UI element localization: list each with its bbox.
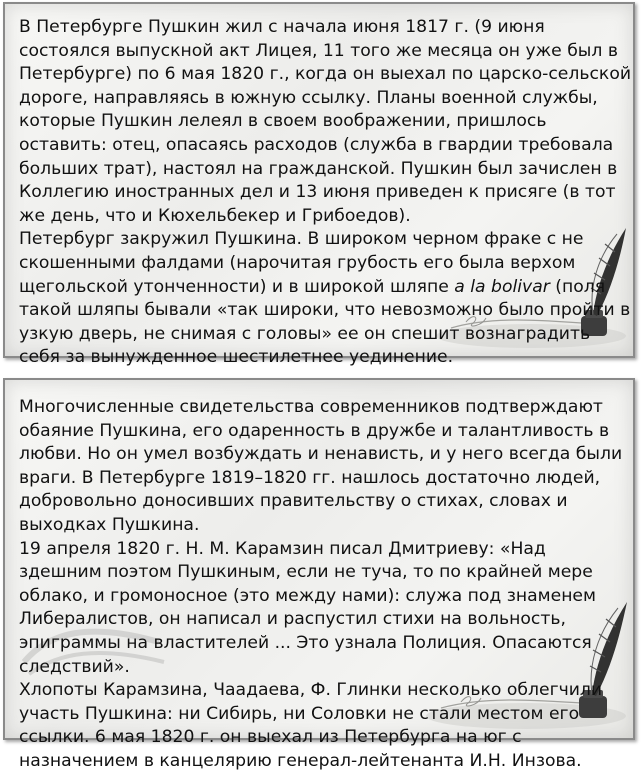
- card1-paragraph-2-start: Петербург закружил Пушкина. В широком черном фраке с не скошенными фалдами (нарочитая грубость его была верхом щегольской утонченности) и в широкой шляпе: [19, 229, 584, 297]
- card1-paragraph-1: В Петербурге Пушкин жил с начала июня 1817 г. (9 июня состоялся выпускной акт Лицея, 11 того же месяца он уже был в Петербурге) по 6 мая 1820 г., когда он выехал по царско-сельской дороге, направляясь в южную ссылку. Планы военной службы, которые Пушкин лелеял в своем воображении, пришлось оставить: отец, опасаясь расходов (служба в гвардии требовала больших трат), настоял на гражданской. Пушкин был зачислен в Коллегию иностранных дел и 13 июня приведен к присяге (в тот же день, что и Кюхельбекер и Грибоедов).: [19, 17, 632, 226]
- text-card-2: [3, 378, 635, 771]
- card1-paragraph-2-italic: a la bolivar: [454, 276, 550, 297]
- text-card-1: [3, 2, 635, 368]
- card2-paragraph-3: Хлопоты Карамзина, Чаадаева, Ф. Глинки несколько облегчили участь Пушкина: ни Сибирь, ни Соловки не стали местом его ссылки. 6 мая 1820 г. он выехал из Петербурга на юг с назначением в канцелярию генерал-лейтенанта И.Н. Инзова.: [19, 680, 603, 771]
- card1-paragraph-2-end: (поля такой шляпы бывали «так широки, что невозможно было пройти в узкую дверь, не снимая с головы» ее он спешит вознаградить себя за вынужденное шестилетнее уединение.: [19, 276, 631, 368]
- card2-paragraph-2: 19 апреля 1820 г. Н. М. Карамзин писал Дмитриеву: «Над здешним поэтом Пушкиным, если не туча, то по крайней мере облако, и громоносное (это между нами): служа под знаменем Либералистов, он написал и распустил стихи на вольность, эпиграммы на властителей ... Это узнала Полиция. Опасаются следствий».: [19, 538, 596, 677]
- card1-paragraph-2: [19, 228, 631, 370]
- card2-paragraph-1: Многочисленные свидетельства современников подтверждают обаяние Пушкина, его одаренность в дружбе и талантливость в любви. Но он умел возбуждать и ненависть, и у него всегда были враги. В Петербурге 1819–1820 гг. нашлось достаточно людей, добровольно доносивших правительству о стихах, словах и выходках Пушкина.: [19, 397, 623, 535]
